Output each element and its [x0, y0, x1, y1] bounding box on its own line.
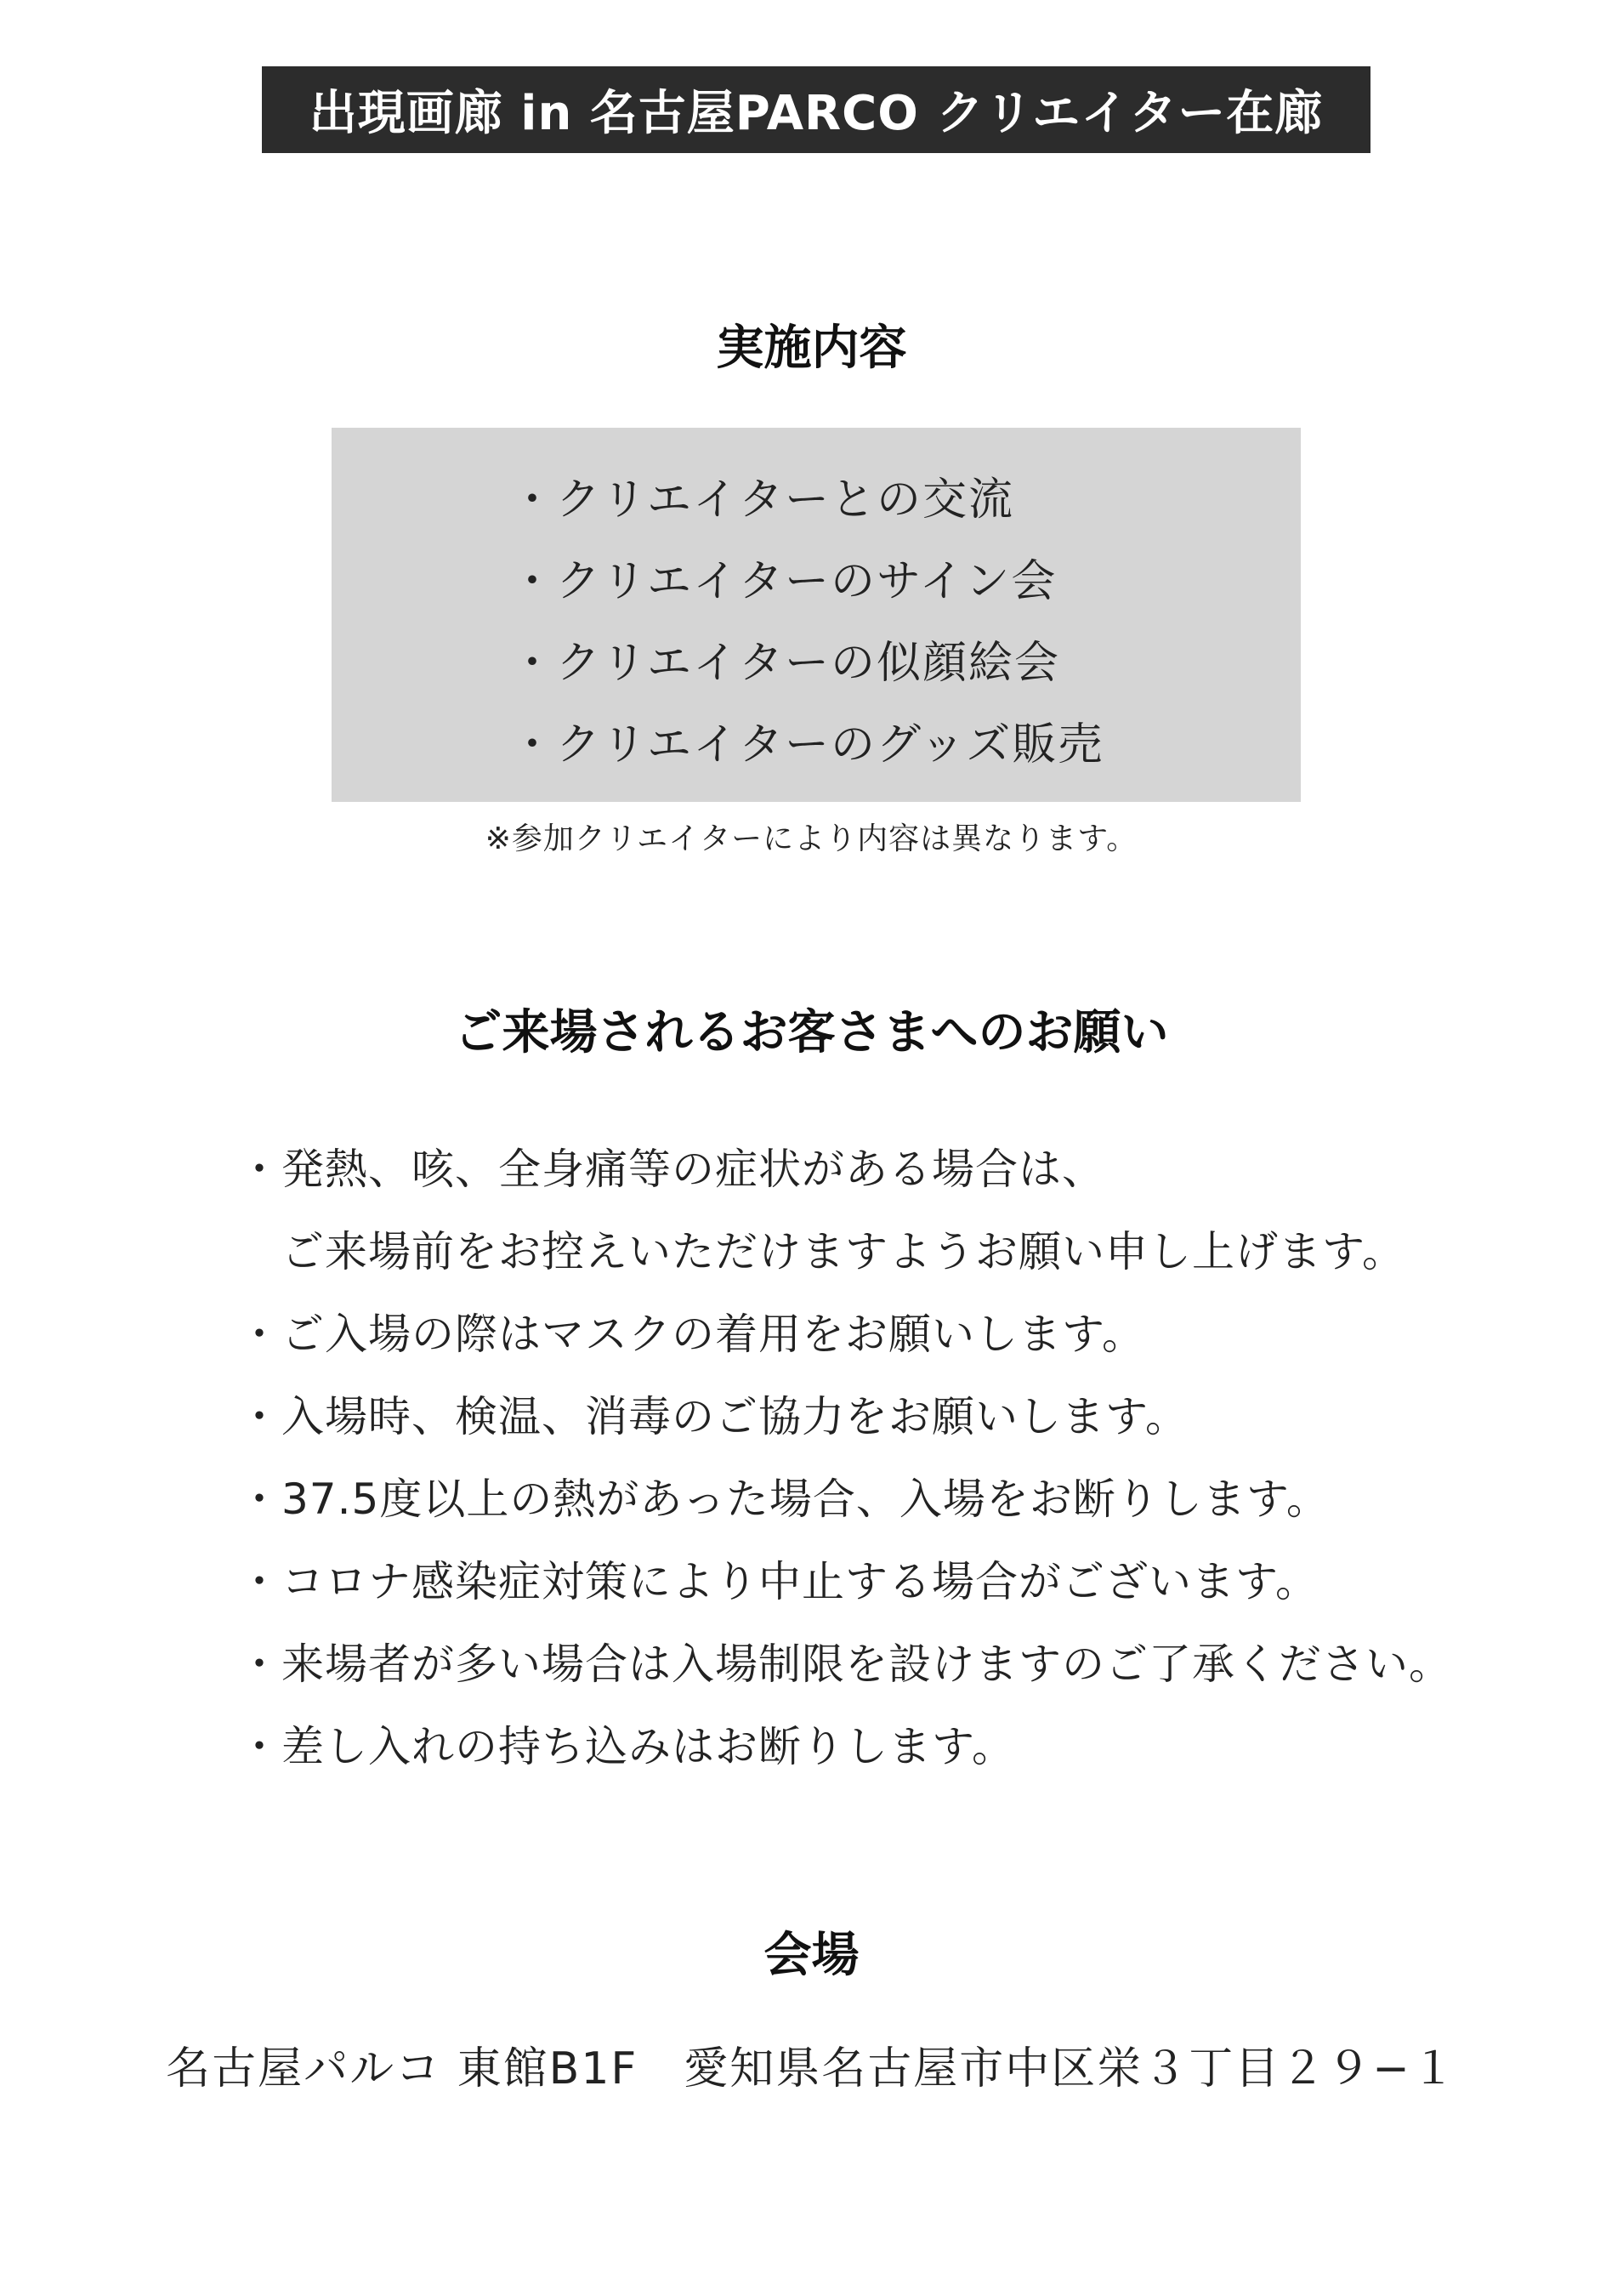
- content-heading: 実施内容: [716, 321, 907, 376]
- request-heading: ご来場されるお客さまへのお願い: [454, 1005, 1169, 1060]
- venue-address: 名古屋パルコ 東館B1F 愛知県名古屋市中区栄３丁目２９−１: [166, 2043, 1457, 2094]
- request-line: ・差し入れの持ち込みはお断りします。: [238, 1722, 1015, 1771]
- request-line: ・来場者が多い場合は入場制限を設けますのご了承ください。: [238, 1640, 1452, 1689]
- request-line: ご来場前をお控えいただけますようお願い申し上げます。: [238, 1227, 1405, 1276]
- request-line: ・入場時、検温、消毒のご協力をお願いします。: [238, 1392, 1189, 1441]
- request-line: ・ご入場の際はマスクの着用をお願いします。: [238, 1310, 1145, 1359]
- content-note: ※参加クリエイターにより内容は異なります。: [485, 821, 1138, 856]
- request-line: ・発熱、咳、全身痛等の症状がある場合は、: [238, 1145, 1105, 1194]
- request-line: ・37.5度以上の熱があった場合、入場をお断りします。: [238, 1475, 1330, 1524]
- content-item: ・クリエイターのサイン会: [510, 556, 1058, 607]
- event-title: 出現画廊 in 名古屋PARCO クリエイター在廊: [262, 66, 1370, 153]
- content-item: ・クリエイターとの交流: [510, 475, 1014, 526]
- content-list-box: [332, 428, 1301, 802]
- content-item: ・クリエイターの似顔絵会: [510, 638, 1060, 689]
- request-line: ・コロナ感染症対策により中止する場合がございます。: [238, 1557, 1319, 1606]
- content-item: ・クリエイターのグッズ販売: [510, 719, 1104, 770]
- venue-heading: 会場: [763, 1928, 860, 1983]
